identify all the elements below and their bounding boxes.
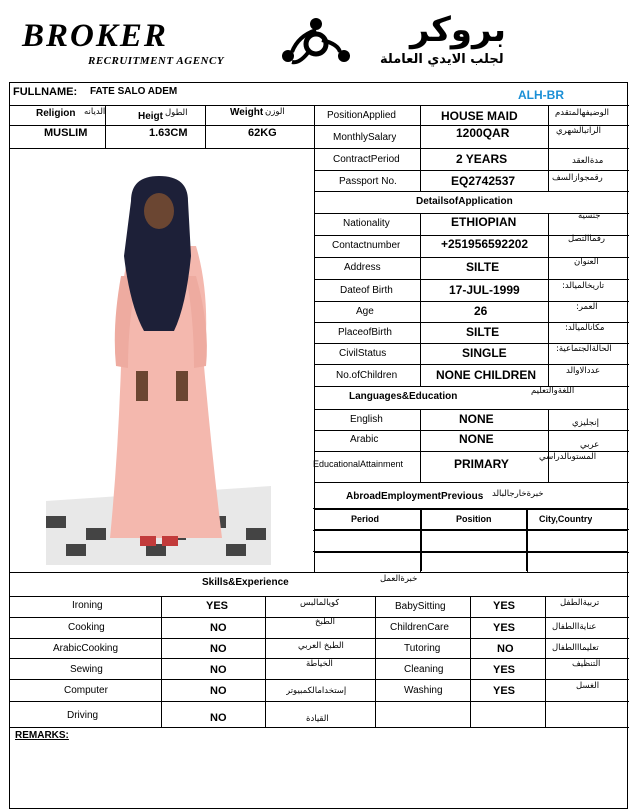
contact-number-value: +251956592202: [441, 237, 529, 251]
religion-label: Religion: [36, 108, 76, 119]
education-label: EducationalAttainment: [313, 459, 404, 469]
address-arabic: العنوان: [574, 257, 599, 267]
skill-washing-label: Washing: [404, 685, 443, 696]
religion-label-arabic: الديانه: [84, 107, 106, 117]
weight-label-arabic: الوزن: [265, 107, 285, 117]
contract-period-label: ContractPeriod: [333, 154, 400, 165]
skill-cleaning-value: YES: [493, 664, 516, 676]
date-of-birth-arabic: تاريخالميالد:: [562, 281, 605, 291]
english-arabic: إنجليزي: [572, 418, 599, 428]
skill-childrencare-label: ChildrenCare: [390, 622, 449, 633]
civil-status-arabic: الحالةالجتماعية:: [556, 344, 612, 354]
contract-period-arabic: مدةالعقد: [572, 156, 604, 166]
skill-computer-value: NO: [210, 685, 227, 697]
details-title: DetailsofApplication: [416, 196, 513, 207]
skills-title: Skills&Experience: [202, 577, 289, 588]
passport-label: Passport No.: [339, 176, 397, 187]
skill-ironing-arabic: كويالمالبس: [300, 598, 340, 608]
date-of-birth-label: Dateof Birth: [340, 285, 393, 296]
passport-arabic: رقمجوازالسف: [552, 173, 603, 183]
english-label: English: [350, 414, 383, 425]
skill-tutoring-arabic: تعليمااالطفال: [552, 643, 599, 653]
skill-driving-label: Driving: [67, 710, 99, 721]
brand-name-arabic: بروكر: [410, 10, 506, 50]
children-label: No.ofChildren: [336, 370, 398, 381]
skill-tutoring-label: Tutoring: [404, 643, 441, 654]
brand-subtitle-arabic: لجلب الايدي العاملة: [380, 52, 504, 67]
skill-cleaning-arabic: التنظيف: [572, 659, 601, 669]
skill-sewing-label: Sewing: [70, 664, 103, 675]
brand-name: BROKER: [22, 18, 168, 54]
education-arabic: المستوىالدراسي: [539, 452, 597, 462]
languages-title-arabic: اللغةوالتعليم: [531, 386, 575, 396]
skill-ironing-value: YES: [206, 600, 229, 612]
fullname-value: FATE SALO ADEM: [90, 86, 178, 97]
abroad-title-arabic: خبرةخارجالبالد: [492, 489, 544, 499]
children-value: NONE CHILDREN: [436, 368, 537, 382]
skill-driving-value: NO: [210, 712, 227, 724]
education-value: PRIMARY: [454, 457, 509, 471]
age-arabic: العمر:: [576, 302, 598, 312]
position-applied-label: PositionApplied: [327, 110, 396, 121]
height-value: 1.63CM: [149, 127, 188, 139]
skill-cooking-arabic: الطبخ: [315, 617, 335, 627]
abroad-col-period: Period: [351, 514, 380, 524]
arabic-label: Arabic: [350, 434, 379, 445]
nationality-label: Nationality: [343, 218, 390, 229]
skill-babysitting-value: YES: [493, 600, 516, 612]
place-of-birth-arabic: مكانالميالد:: [565, 323, 605, 333]
skill-childrencare-value: YES: [493, 622, 516, 634]
skill-computer-label: Computer: [64, 685, 108, 696]
skill-sewing-value: NO: [210, 664, 227, 676]
contact-number-arabic: رقماالتصل: [568, 234, 605, 244]
english-value: NONE: [459, 412, 494, 426]
skill-babysitting-label: BabySitting: [395, 601, 446, 612]
monthly-salary-label: MonthlySalary: [333, 132, 397, 143]
skill-driving-arabic: القيادة: [306, 714, 329, 724]
age-label: Age: [356, 306, 374, 317]
skill-sewing-arabic: الخياطة: [306, 659, 333, 669]
weight-label: Weight: [230, 107, 264, 118]
skills-title-arabic: خبرةالعمل: [380, 574, 418, 584]
skill-ironing-label: Ironing: [72, 600, 103, 611]
skill-arabic-cooking-value: NO: [210, 643, 227, 655]
nationality-value: ETHIOPIAN: [451, 215, 517, 229]
arabic-value: NONE: [459, 432, 494, 446]
skill-childrencare-arabic: عنايةاالطفال: [552, 622, 597, 632]
brand-subtitle: RECRUITMENT AGENCY: [88, 55, 225, 67]
civil-status-label: CivilStatus: [339, 348, 387, 359]
nationality-arabic: جنسية: [578, 211, 601, 221]
children-arabic: عددالاوالد: [566, 366, 601, 376]
languages-title: Languages&Education: [349, 391, 458, 402]
contact-number-label: Contactnumber: [332, 240, 401, 251]
weight-value: 62KG: [248, 127, 277, 139]
address-label: Address: [344, 262, 381, 273]
skill-arabic-cooking-arabic: الطبخ العربي: [298, 641, 344, 651]
age-value: 26: [474, 304, 488, 318]
arabic-arabic: عربي: [580, 440, 600, 450]
skill-babysitting-arabic: تربيةالطفل: [560, 598, 600, 608]
skill-cleaning-label: Cleaning: [404, 664, 444, 675]
skill-cooking-value: NO: [210, 622, 227, 634]
skill-tutoring-value: NO: [497, 643, 514, 655]
contract-period-value: 2 YEARS: [456, 152, 508, 166]
abroad-col-position: Position: [456, 514, 492, 524]
height-label: Heigt: [138, 111, 163, 122]
abroad-title: AbroadEmploymentPrevious: [346, 491, 484, 502]
monthly-salary-arabic: الراتبالشهري: [556, 126, 601, 136]
date-of-birth-value: 17-JUL-1999: [449, 283, 520, 297]
skill-arabic-cooking-label: ArabicCooking: [53, 643, 119, 654]
monthly-salary-value: 1200QAR: [456, 126, 510, 140]
position-applied-value: HOUSE MAID: [441, 109, 518, 123]
passport-value: EQ2742537: [451, 174, 516, 188]
civil-status-value: SINGLE: [462, 346, 507, 360]
fullname-label: FULLNAME:: [13, 86, 78, 98]
candidate-photo: [46, 156, 271, 565]
address-value: SILTE: [466, 260, 500, 274]
skill-computer-arabic: إستخدامالكمبيوتر: [286, 686, 347, 696]
skill-cooking-label: Cooking: [68, 622, 105, 633]
remarks-label: REMARKS:: [15, 730, 69, 741]
place-of-birth-label: PlaceofBirth: [338, 327, 392, 338]
position-applied-arabic: الوضيفهالمتقدم: [555, 108, 610, 118]
height-label-arabic: الطول: [165, 108, 188, 118]
religion-value: MUSLIM: [44, 127, 88, 139]
abroad-col-city: City,Country: [539, 514, 593, 524]
skill-washing-arabic: الغسل: [576, 681, 600, 691]
place-of-birth-value: SILTE: [466, 325, 500, 339]
ref-code: ALH-BR: [518, 88, 564, 102]
skill-washing-value: YES: [493, 685, 516, 697]
brand-logo-icon: [278, 16, 354, 77]
